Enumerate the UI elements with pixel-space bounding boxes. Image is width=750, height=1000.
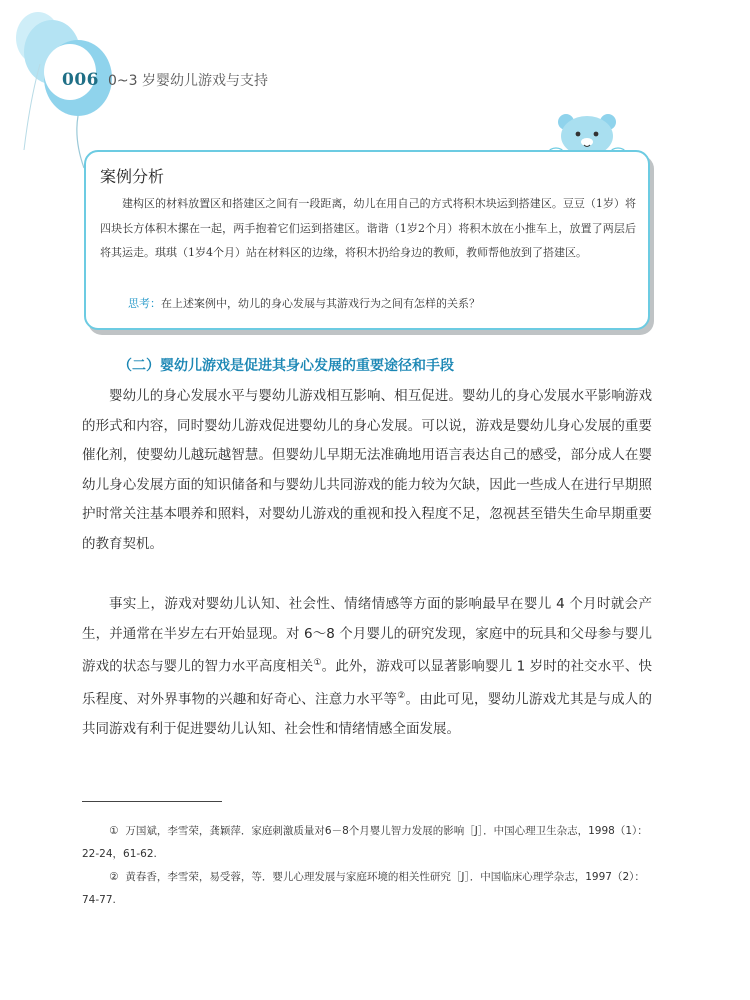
case-analysis-title: 案例分析 [100, 167, 165, 186]
think-label: 思考： [128, 297, 161, 310]
case-analysis-body: 建构区的材料放置区和搭建区之间有一段距离，幼儿在用自己的方式将积木块运到搭建区。豆豆（1岁）将四块长方体积木摞在一起，两手抱着它们运到搭建区。谐谐（1岁2个月）将积木放在小推车上，放置了两层后将其运走。琪琪（1岁4个月）站在材料区的边缘，将积木扔给身边的教师，教师帮他放到了搭建区。 [100, 197, 636, 259]
para2-part-c: 。由此可见，婴幼儿游戏尤其是与成人的共同游戏有利于促进婴幼儿认知、社会性和情绪情感全面发展。 [82, 691, 653, 737]
footnote-2 [82, 866, 652, 912]
footnote-ref-1[interactable]: ① [313, 658, 322, 668]
footnote-1-text: 万国斌，李雪荣，龚颖萍．家庭刺激质量对6－8个月婴儿智力发展的影响［J］．中国心理卫生杂志，1998（1）：22-24，61-62. [82, 825, 648, 860]
think-text: 在上述案例中，幼儿的身心发展与其游戏行为之间有怎样的关系？ [161, 297, 480, 310]
footnote-divider [82, 801, 222, 802]
footnote-1 [82, 820, 652, 866]
para2-part-b: 。此外，游戏可以显著影响婴儿 1 岁时的社交水平、快乐程度、对外界事物的兴趣和好奇心、注意力水平等 [82, 658, 653, 708]
para2-part-a: 事实上，游戏对婴幼儿认知、社会性、情绪情感等方面的影响最早在婴儿 4 个月时就会产生，并通常在半岁左右开始显现。对 6～8 个月婴儿的研究发现，家庭中的玩具和父母参与婴儿游戏的状态与婴儿的智力水平高度相关 [82, 596, 652, 675]
body-paragraph-1: 婴幼儿的身心发展水平与婴幼儿游戏相互影响、相互促进。婴幼儿的身心发展水平影响游戏的形式和内容，同时婴幼儿游戏促进婴幼儿的身心发展。可以说，游戏是婴幼儿身心发展的重要催化剂，使婴幼儿越玩越智慧。但婴幼儿早期无法准确地用语言表达自己的感受，部分成人在婴幼儿身心发展方面的知识储备和与婴幼儿共同游戏的能力较为欠缺，因此一些成人在进行早期照护时常关注基本喂养和照料，对婴幼儿游戏的重视和投入程度不足，忽视甚至错失生命早期重要的教育契机。 [82, 388, 652, 552]
case-analysis-box [84, 150, 650, 330]
section-heading: （二）婴幼儿游戏是促进其身心发展的重要途径和手段 [118, 358, 454, 374]
footnote-2-marker: ② [109, 871, 119, 883]
footnote-1-marker: ① [109, 825, 119, 837]
footnote-2-text: 黄春香，李雪荣，易受蓉，等．婴儿心理发展与家庭环境的相关性研究［J］．中国临床心理学杂志，1997（2）：74-77. [82, 871, 645, 906]
running-header-title: 0~3 岁婴幼儿游戏与支持 [108, 73, 268, 89]
page-number: 006 [62, 70, 99, 90]
footnote-ref-2[interactable]: ② [397, 691, 406, 701]
think-question [128, 295, 480, 311]
body-paragraph-2 [82, 590, 652, 745]
